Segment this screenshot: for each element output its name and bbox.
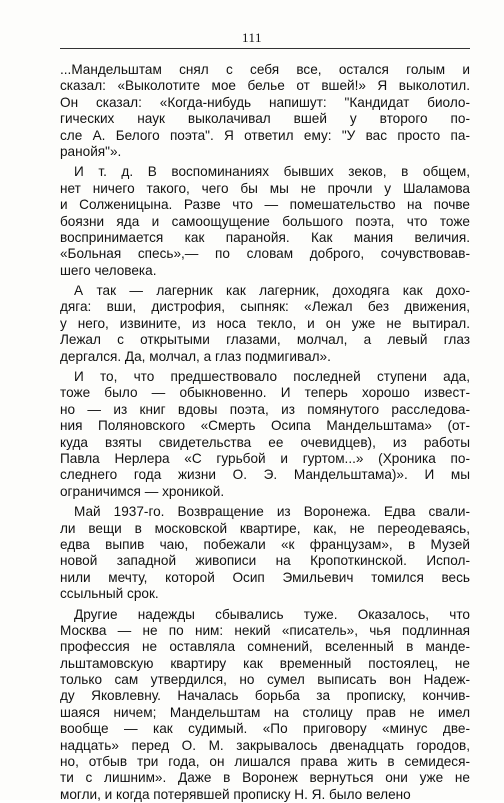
header-rule [60,48,470,49]
text-line: у него, извините, из носа текло, и он уже не вытирал. [60,316,470,332]
text-line: И т. д. В воспоминаниях бывших зеков, в общем, [60,164,470,180]
text-line: но, отбыв три года, он лишался права жить в семидеся- [60,754,470,770]
text-line: куда взяты свидетельства ее очевидцев), из работы [60,435,470,451]
text-line: сле А. Белого поэта". Я ответил ему: "У вас просто па- [60,128,470,144]
text-line: ранойя"». [60,144,470,160]
text-line: ти с лишним». Даже в Воронеж вернуться они уже не [60,770,470,786]
page-number: 111 [0,30,504,46]
text-line: Лежал с открытыми глазами, молчал, а левый глаз [60,332,470,348]
text-line: только сам утвердился, но сумел выписать вон Надеж- [60,672,470,688]
text-line: ...Мандельштам снял с себя все, остался голым и [60,62,470,78]
text-line: ду Яковлевну. Началась борьба за прописку, кончив- [60,688,470,704]
text-line: Он сказал: «Когда-нибудь напишут: "Кандидат биоло- [60,95,470,111]
text-line: Май 1937-го. Возвращение из Воронежа. Едва свали- [60,504,470,520]
text-line: едва выпив чаю, побежали «к французам», в Музей [60,537,470,553]
text-line: ли вещи в московской квартире, как, не переодеваясь, [60,521,470,537]
text-line: но — из книг вдовы поэта, из помянутого расследова- [60,402,470,418]
text-line: следнего года жизни О. Э. Мандельштама)». И мы [60,467,470,483]
text-line: дергался. Да, молчал, а глаз подмигивал». [60,349,470,365]
text-line: нет ничего такого, чего бы мы не прочли у Шаламова [60,181,470,197]
text-line: ссыльный срок. [60,586,470,602]
text-line: профессия не оставляла сомнений, вселенный в манде- [60,639,470,655]
text-line: И то, что предшествовало последней ступени ада, [60,369,470,385]
text-line: тоже было — обыкновенно. И теперь хорошо извест- [60,385,470,401]
paragraph [60,62,470,160]
text-line: Москва — не по ним: некий «писатель», чья подлинная [60,623,470,639]
body-text [60,62,470,803]
text-line: «Больная спесь»,— по словам доброго, сочувствовав- [60,246,470,262]
text-line: А так — лагерник как лагерник, доходяга как дохо- [60,283,470,299]
text-line: новой западной живописи на Кропоткинской. Испол- [60,553,470,569]
text-line: Павла Нерлера «С гурьбой и гуртом...» (Хроника по- [60,451,470,467]
text-line: ния Поляновского «Смерть Осипа Мандельштама» (от- [60,418,470,434]
text-line: ограничимся — хроникой. [60,484,470,500]
text-line: могли, и когда потерявшей прописку Н. Я. было велено [60,787,470,803]
paragraph [60,164,470,279]
text-line: гических наук выколачивал вшей у второго по- [60,111,470,127]
text-line: надцать» перед О. М. закрывалось двенадцать городов, [60,738,470,754]
text-line: боязни яда и самоощущение большого поэта, что тоже [60,214,470,230]
text-line: вообще — как судимый. «По приговору «минус две- [60,721,470,737]
text-line: сказал: «Выколотите мое белье от вшей!» Я выколотил. [60,78,470,94]
text-line: и Солженицына. Разве что — помешательство на почве [60,197,470,213]
text-line: дяга: вши, дистрофия, сыпняк: «Лежал без движения, [60,299,470,315]
paragraph [60,369,470,500]
paragraph [60,607,470,803]
text-line: Другие надежды сбывались туже. Оказалось, что [60,607,470,623]
paragraph [60,283,470,365]
paragraph [60,504,470,602]
text-line: воспринимается как паранойя. Как мания величия. [60,230,470,246]
text-line: нили мечту, которой Осип Эмильевич томился весь [60,570,470,586]
text-line: шаяся ничем; Мандельштам на столицу прав не имел [60,705,470,721]
text-line: льштамовскую квартиру как временный постоялец, не [60,656,470,672]
text-line: шего человека. [60,263,470,279]
